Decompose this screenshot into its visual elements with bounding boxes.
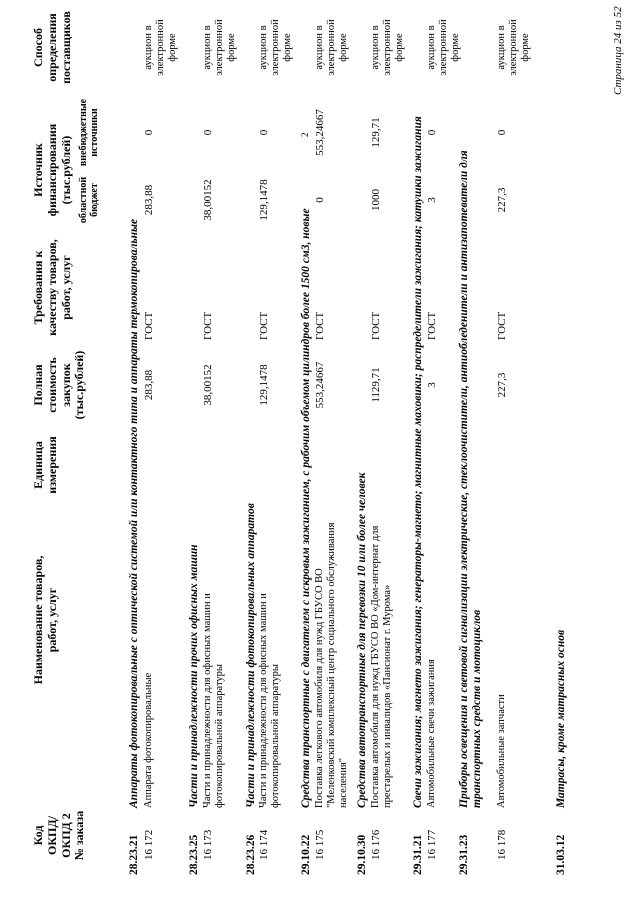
section-title-line: Части и принадлежности прочих офисных машин <box>188 544 200 808</box>
header-unit-line: измерения <box>44 436 59 494</box>
page-number: Страница 24 из 52 <box>612 6 624 95</box>
procurement-method-line: электронной <box>155 19 167 76</box>
header-source-line: Источник <box>31 143 45 197</box>
section-title <box>458 150 484 808</box>
section-code: 28.23.25 <box>188 834 200 875</box>
section-title-line: Приборы освещения и световой сигнализации электрические, стеклоочистители, антиобледенители и антизапотеватели для <box>458 150 470 808</box>
section-title <box>300 208 313 808</box>
quality-req: ГОСТ <box>426 311 438 340</box>
section-title-line: Средства транспортные с двигателем с искровым зажиганием, с рабочим объемом цилиндров более 1500 см3, новые <box>300 208 312 808</box>
header-name <box>32 530 60 710</box>
section-title <box>356 473 369 808</box>
quality-req: ГОСТ <box>143 311 155 340</box>
header-source-extra-line: источники <box>89 108 100 157</box>
extra-budget: 0 <box>496 129 508 136</box>
item-name <box>202 593 226 808</box>
quality-req: ГОСТ <box>496 311 508 340</box>
section-title <box>412 116 425 808</box>
procurement-method <box>314 5 350 90</box>
item-name <box>314 523 350 808</box>
extra-budget: 0 <box>426 129 438 136</box>
section-title <box>555 630 568 808</box>
section-code: 29.10.30 <box>356 834 368 875</box>
procurement-method-line: форме <box>226 33 238 62</box>
header-source-extra-line: внебюджетные <box>78 98 89 167</box>
header-method <box>32 5 73 90</box>
procurement-method-line: форме <box>282 33 294 62</box>
section-title-line: Свечи зажигания; магнето зажигания; генераторы-магнето; магнитные маховики; распределители зажигания; катушки зажигания <box>412 116 424 808</box>
procurement-method-line: электронной <box>326 19 338 76</box>
procurement-method-line: электронной <box>214 19 226 76</box>
full-cost: 1129,71 <box>370 367 382 403</box>
header-source-line: (тыс.рублей) <box>58 135 73 205</box>
order-number: 16 175 <box>314 829 326 860</box>
procurement-method-line: форме <box>167 33 179 62</box>
item-name <box>258 593 282 808</box>
header-unit <box>32 430 60 500</box>
procurement-method-line: аукцион в <box>314 25 325 70</box>
procurement-method-line: электронной <box>382 19 394 76</box>
header-name-line: Наименование товаров, <box>31 555 45 685</box>
header-source-regional-line: областной <box>78 176 89 224</box>
header-cost <box>32 345 87 425</box>
item-name-line: Автомобильные свечи зажигания <box>426 659 437 808</box>
order-number: 16 178 <box>496 829 508 860</box>
regional-budget: 283,88 <box>143 184 155 216</box>
header-method-line: Способ <box>31 28 45 67</box>
section-code: 29.10.22 <box>300 834 312 875</box>
header-unit-line: Единица <box>31 441 45 489</box>
item-name <box>143 673 155 808</box>
procurement-method <box>202 5 238 90</box>
procurement-method <box>426 5 462 90</box>
header-cost-line: закупок <box>58 363 73 407</box>
header-code-line: ОКПД 2 <box>58 813 73 858</box>
section-code: 29.31.21 <box>412 834 424 875</box>
header-name-line: работ, услуг <box>44 587 59 653</box>
procurement-method-line: аукцион в <box>258 25 269 70</box>
item-name-line: Поставка автомобиля для нужд ГБУСО ВО «Дом-интернат для <box>370 525 381 808</box>
procurement-method-line: форме <box>520 33 532 62</box>
header-method-line: поставщиков <box>58 11 73 84</box>
section-title-line: Аппараты фотокопировальные с оптической системой или контактного типа и аппараты термокопировальные <box>128 218 140 808</box>
item-name-line: Части и принадлежности для офисных машин и <box>258 593 269 808</box>
order-number: 16 176 <box>370 829 382 860</box>
section-title-line: Матрасы, кроме матрасных основ <box>555 629 567 808</box>
section-title <box>128 219 141 808</box>
regional-budget: 38,00152 <box>202 179 214 221</box>
item-name <box>370 526 394 808</box>
full-cost: 3 <box>426 382 438 388</box>
procurement-method-line: форме <box>394 33 406 62</box>
header-cost-line: Полная <box>31 364 45 406</box>
section-code: 31.03.12 <box>555 834 567 875</box>
header-cost-line: стоимость <box>44 357 59 413</box>
procurement-method <box>258 5 294 90</box>
header-source-line: финансирования <box>44 123 59 217</box>
item-name-line: фотокопировальной аппаратуры <box>214 664 226 808</box>
header-req-line: качеству товаров, <box>44 239 59 336</box>
handwritten-mark: 2 <box>300 132 310 137</box>
extra-budget: 0 <box>202 129 214 136</box>
item-name-line: населения" <box>338 758 350 808</box>
procurement-method-line: электронной <box>508 19 520 76</box>
order-number: 16 172 <box>143 829 155 860</box>
regional-budget: 0 <box>314 197 326 203</box>
header-cost-line: (тыс.рублей) <box>72 350 87 420</box>
header-method-line: определения <box>44 13 59 82</box>
header-code-line: Код <box>31 825 45 846</box>
header-source <box>32 115 73 225</box>
header-source-regional-line: бюджет <box>89 183 100 217</box>
extra-budget: 129,71 <box>370 117 382 148</box>
section-title-line: Части и принадлежности фотокопировальных аппаратов <box>245 503 257 808</box>
item-name-line: Поставка легкового автомобиля для нужд ГБУСО ВО <box>314 568 325 808</box>
full-cost: 129,1478 <box>258 364 270 406</box>
item-name-line: престарелых и инвалидов «Пансионат г. Мурома» <box>382 584 394 808</box>
procurement-method-line: аукцион в <box>143 25 154 70</box>
full-cost: 227,3 <box>496 372 508 398</box>
regional-budget: 227,3 <box>496 187 508 213</box>
quality-req: ГОСТ <box>314 311 326 340</box>
procurement-method <box>496 5 532 90</box>
section-title <box>188 544 201 808</box>
quality-req: ГОСТ <box>202 311 214 340</box>
procurement-method <box>370 5 406 90</box>
extra-budget: 553,24667 <box>314 109 326 156</box>
section-title-line: Средства автотранспортные для перевозки 10 или более человек <box>356 472 368 808</box>
item-name-line: Автомобильные запчасти <box>496 694 507 808</box>
regional-budget: 1000 <box>370 189 382 211</box>
header-code <box>32 798 87 873</box>
extra-budget: 0 <box>258 129 270 136</box>
header-source-regional <box>78 170 100 230</box>
item-name-line: Части и принадлежности для офисных машин и <box>202 593 213 808</box>
quality-req: ГОСТ <box>370 311 382 340</box>
section-title-line: транспортных средств и мотоциклов <box>471 609 484 808</box>
header-code-line: ОКПД/ <box>44 816 59 855</box>
procurement-method-line: электронной <box>270 19 282 76</box>
header-source-extra <box>78 95 100 170</box>
procurement-method-line: аукцион в <box>370 25 381 70</box>
procurement-method <box>143 5 179 90</box>
full-cost: 38,00152 <box>202 364 214 406</box>
full-cost: 553,24667 <box>314 361 326 409</box>
extra-budget: 0 <box>143 129 155 136</box>
procurement-method-line: электронной <box>438 19 450 76</box>
order-number: 16 173 <box>202 829 214 860</box>
regional-budget: 129,1478 <box>258 179 270 221</box>
procurement-method-line: аукцион в <box>496 25 507 70</box>
procurement-method-line: форме <box>338 33 350 62</box>
header-req-line: работ, услуг <box>58 255 73 320</box>
section-code: 28.23.21 <box>128 834 140 875</box>
item-name <box>426 659 438 808</box>
section-title <box>245 503 258 808</box>
order-number: 16 174 <box>258 829 270 860</box>
procurement-method-line: аукцион в <box>426 25 437 70</box>
item-name-line: фотокопировальной аппаратуры <box>270 664 282 808</box>
item-name-line: "Меленковский комплексный центр социального обслуживания <box>326 522 338 808</box>
full-cost: 283,88 <box>143 369 155 401</box>
section-code: 29.31.23 <box>458 834 470 875</box>
header-code-line: № заказа <box>72 810 87 861</box>
header-req-line: Требования к <box>31 250 45 325</box>
regional-budget: 3 <box>426 197 438 203</box>
quality-req: ГОСТ <box>258 311 270 340</box>
item-name-line: Аппарата фотокопировальные <box>143 672 154 808</box>
section-code: 28.23.26 <box>245 834 257 875</box>
procurement-method-line: аукцион в <box>202 25 213 70</box>
procurement-method-line: форме <box>450 33 462 62</box>
order-number: 16 177 <box>426 829 438 860</box>
item-name <box>496 694 508 808</box>
header-req <box>32 235 73 340</box>
